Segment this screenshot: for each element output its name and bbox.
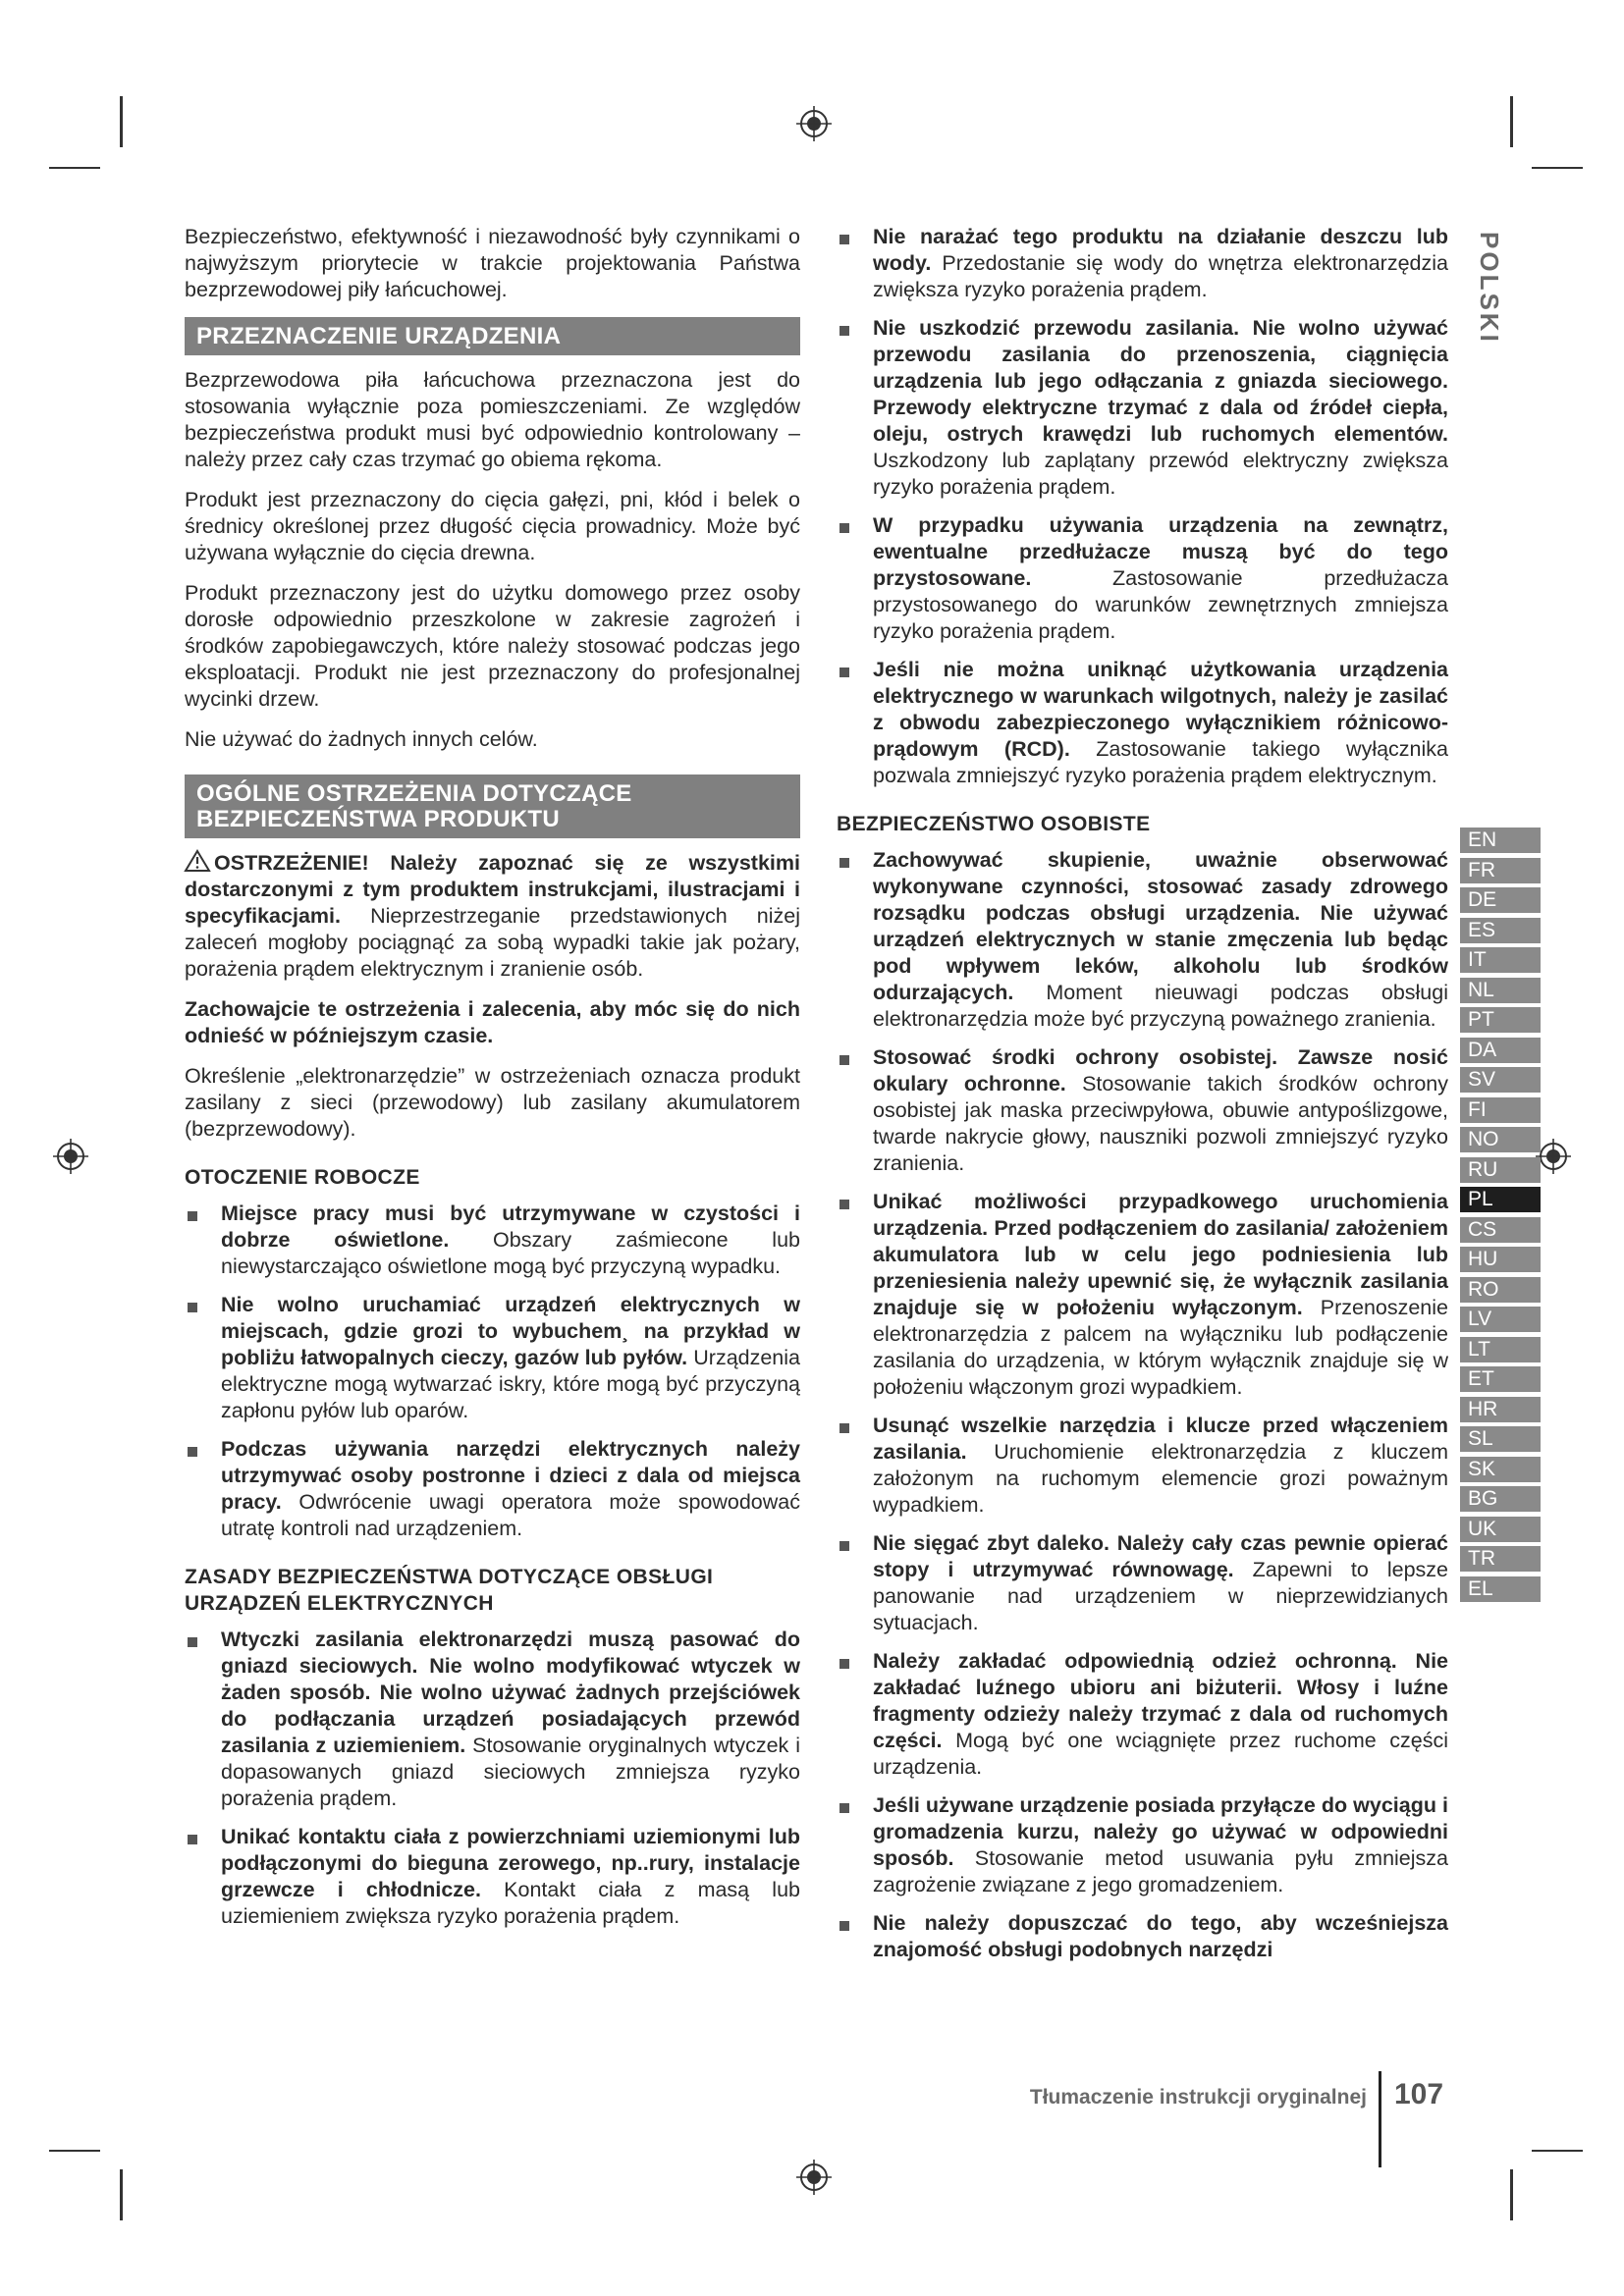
item-bold: Nie sięgać zbyt daleko. Należy cały czas pewnie opierać stopy i utrzymywać równowagę. xyxy=(873,1531,1448,1581)
item-bold: Nie narażać tego produktu na działanie deszczu lub wody. xyxy=(873,225,1448,275)
left-column xyxy=(185,224,800,1942)
language-tab-fi: FI xyxy=(1460,1097,1541,1123)
electrical-safety-list xyxy=(185,1627,800,1930)
item-text: Zastosowanie takiego wyłącznika pozwala zmniejszyć ryzyko porażenia prądem elektrycznym. xyxy=(873,737,1448,787)
item-text: Odwrócenie uwagi operatora może spowodować utratę kontroli nad urządzeniem. xyxy=(221,1490,800,1540)
warning-paragraph xyxy=(185,850,800,983)
language-tab-et: ET xyxy=(1460,1366,1541,1392)
item-bold: Podczas używania narzędzi elektrycznych należy utrzymywać osoby postronne i dzieci z dala od miejsca pracy. xyxy=(221,1437,800,1514)
item-text: Zastosowanie przedłużacza przystosowanego do warunków zewnętrznych zmniejsza ryzyko porażenia prądem. xyxy=(873,566,1448,643)
warning-triangle-icon xyxy=(185,850,210,872)
language-tab-bg: BG xyxy=(1460,1486,1541,1512)
item-bold: Unikać możliwości przypadkowego uruchomienia urządzenia. Przed podłączeniem do zasilania/ założeniem akumulatora lub w celu jego podniesienia lub przeniesienia należy upewnić się, że wyłącznik zasilania znajduje się w położeniu wyłączonym. xyxy=(873,1190,1448,1319)
item-text: Mogą być one wciągnięte przez ruchome części urządzenia. xyxy=(873,1729,1448,1779)
registration-mark-icon xyxy=(794,104,834,143)
language-tab-fr: FR xyxy=(1460,858,1541,883)
item-text: Stosowanie takich środków ochrony osobistej jak maska przeciwpyłowa, obuwie antypoślizgowe, twarde nakrycie głowy, nauszniki pozwoli zmniejszyć ryzyko zranienia. xyxy=(873,1072,1448,1175)
intro-paragraph: Bezpieczeństwo, efektywność i niezawodność były czynnikami o najwyższym priorytecie w trakcie projektowania Państwa bezprzewodowej piły łańcuchowej. xyxy=(185,225,800,301)
item-text: Obszary zaśmiecone lub niewystarczająco oświetlone mogą być przyczyną wypadku. xyxy=(221,1228,800,1278)
item-text: Przedostanie się wody do wnętrza elektronarzędzia zwiększa ryzyko porażenia prądem. xyxy=(873,251,1448,301)
page-number: 107 xyxy=(1394,2078,1444,2110)
language-tab-de: DE xyxy=(1460,887,1541,913)
list-item xyxy=(837,1792,1448,1898)
paragraph: Nie używać do żadnych innych celów. xyxy=(185,727,538,751)
item-text: Stosowanie oryginalnych wtyczek i dopasowanych gniazd sieciowych zmniejsza ryzyko porażenia prądem. xyxy=(221,1734,800,1810)
work-area-list xyxy=(185,1201,800,1542)
language-tab-el: EL xyxy=(1460,1576,1541,1602)
language-tab-hu: HU xyxy=(1460,1247,1541,1272)
crop-mark xyxy=(49,167,100,169)
item-bold: W przypadku używania urządzenia na zewnątrz, ewentualne przedłużacze muszą być do tego przystosowane. xyxy=(873,513,1448,590)
list-item xyxy=(185,1292,800,1424)
language-tab-es: ES xyxy=(1460,918,1541,943)
list-item xyxy=(185,1824,800,1930)
registration-mark-icon xyxy=(51,1137,90,1176)
item-text: Urządzenia elektryczne mogą wytwarzać iskry, które mogą być przyczyną zapłonu pyłów lub oparów. xyxy=(221,1346,801,1422)
list-item xyxy=(837,512,1448,645)
language-tab-lt: LT xyxy=(1460,1337,1541,1362)
list-item xyxy=(837,847,1448,1033)
item-bold: Stosować środki ochrony osobistej. Zawsze nosić okulary ochronne. xyxy=(873,1045,1448,1095)
bold-text: Zachowajcie te ostrzeżenia i zalecenia, aby móc się do nich odnieść w późniejszym czasie. xyxy=(185,997,800,1047)
subheading-work-area: OTOCZENIE ROBOCZE xyxy=(185,1166,420,1189)
language-tab-nl: NL xyxy=(1460,978,1541,1003)
item-text: Zapewni to lepsze panowanie nad urządzeniem w nieprzewidzianych sytuacjach. xyxy=(873,1558,1448,1634)
language-tab-it: IT xyxy=(1460,947,1541,973)
language-tab-sv: SV xyxy=(1460,1067,1541,1093)
language-tab-sk: SK xyxy=(1460,1457,1541,1482)
registration-mark-icon xyxy=(794,2158,834,2197)
crop-mark xyxy=(49,2150,100,2152)
warning-bold-text: OSTRZEŻENIE! Należy zapoznać się ze wszystkimi dostarczonymi z tym produktem instrukcjami, ilustracjami i specyfikacjami. xyxy=(185,851,800,928)
crop-mark xyxy=(1532,167,1583,169)
crop-mark xyxy=(1532,2150,1583,2152)
crop-mark xyxy=(120,96,123,147)
item-text: Kontakt ciała z masą lub uziemieniem zwiększa ryzyko porażenia prądem. xyxy=(221,1878,801,1928)
section-heading-general-warnings xyxy=(185,774,800,838)
item-text: Moment nieuwagi podczas obsługi elektronarzędzia może być przyczyną poważnego zranienia. xyxy=(873,981,1448,1031)
paragraph: Produkt jest przeznaczony do cięcia gałęzi, pni, kłód i belek o średnicy określonej przez długość cięcia prowadnicy. Może być używana wyłącznie do cięcia drewna. xyxy=(185,488,800,564)
electrical-safety-list-continued xyxy=(837,224,1448,789)
item-bold: Zachowywać skupienie, uważnie obserwować wykonywane czynności, stosować zasady zdrowego rozsądku podczas obsługi urządzenia. Nie używać urządzeń elektrycznych w stanie zmęczenia lub będąc pod wpływem leków, alkoholu lub środków odurzających. xyxy=(873,848,1448,1004)
list-item xyxy=(185,1627,800,1812)
language-tab-ro: RO xyxy=(1460,1277,1541,1303)
subheading-electrical-safety: ZASADY BEZPIECZEŃSTWA DOTYCZĄCE OBSŁUGI URZĄDZEŃ ELEKTRYCZNYCH xyxy=(185,1566,714,1615)
item-text: Uszkodzony lub zaplątany przewód elektryczny zwiększa ryzyko porażenia prądem. xyxy=(873,449,1448,499)
list-item xyxy=(837,1530,1448,1636)
language-tab-pt: PT xyxy=(1460,1007,1541,1033)
language-tab-hr: HR xyxy=(1460,1397,1541,1422)
list-item xyxy=(837,1189,1448,1401)
item-bold: Usunąć wszelkie narzędzia i klucze przed włączeniem zasilania. xyxy=(873,1414,1448,1464)
crop-mark xyxy=(1510,2169,1513,2220)
language-tab-en: EN xyxy=(1460,828,1541,853)
crop-mark xyxy=(120,2169,123,2220)
item-bold: Jeśli używane urządzenie posiada przyłącze do wyciągu i gromadzenia kurzu, należy go używać w odpowiedni sposób. xyxy=(873,1793,1448,1870)
list-item xyxy=(837,1648,1448,1781)
item-bold: Wtyczki zasilania elektronarzędzi muszą pasować do gniazd sieciowych. Nie wolno modyfikować wtyczek w żaden sposób. Nie wolno używać żadnych przejściówek do podłączania urządzeń posiadających przewód zasilania z uziemieniem. xyxy=(221,1628,800,1757)
item-bold: Unikać kontaktu ciała z powierzchniami uziemionymi lub podłączonymi do bieguna zerowego, np..rury, instalacje grzewcze i chłodnicze. xyxy=(221,1825,800,1901)
personal-safety-list xyxy=(837,847,1448,1963)
footer-divider xyxy=(1379,2071,1381,2167)
paragraph: Produkt przeznaczony jest do użytku domowego przez osoby dorosłe odpowiednio przeszkolone w zakresie zagrożeń i środków zapobiegawczych, które należy stosować podczas jego eksploatacji. Produkt nie jest przeznaczony do profesjonalnej wycinki drzew. xyxy=(185,581,800,711)
list-item xyxy=(185,1436,800,1542)
item-bold: Jeśli nie można uniknąć użytkowania urządzenia elektrycznego w warunkach wilgotnych, należy je zasilać z obwodu zabezpieczonego wyłącznikiem różnicowo-prądowym (RCD). xyxy=(873,658,1448,761)
language-tab-tr: TR xyxy=(1460,1546,1541,1572)
keep-instructions-note xyxy=(185,996,800,1049)
heading-line: BEZPIECZEŃSTWA PRODUKTU xyxy=(196,806,561,832)
item-bold: Nie wolno uruchamiać urządzeń elektrycznych w miejscach, gdzie grozi to wybuchem¸ na przykład w pobliżu łatwopalnych cieczy, gazów lub pyłów. xyxy=(221,1293,800,1369)
right-column xyxy=(837,224,1448,1975)
warning-text: Nieprzestrzeganie przedstawionych niżej zaleceń mogłoby pociągnąć za sobą wypadki takie jak pożary, porażenia prądem elektrycznym i zranienie osób. xyxy=(185,904,800,981)
language-tab-uk: UK xyxy=(1460,1517,1541,1542)
language-side-label xyxy=(1463,228,1504,346)
item-bold: Nie należy dopuszczać do tego, aby wcześniejsza znajomość obsługi podobnych narzędzi xyxy=(873,1911,1448,1961)
item-bold: Miejsce pracy musi być utrzymywane w czystości i dobrze oświetlone. xyxy=(221,1201,800,1252)
side-label-text: POLSKI xyxy=(1475,232,1504,345)
list-item xyxy=(185,1201,800,1280)
definition-paragraph: Określenie „elektronarzędzie” w ostrzeżeniach oznacza produkt zasilany z sieci (przewodowy) lub zasilany akumulatorem (bezprzewodowy). xyxy=(185,1064,800,1141)
footer-text: Tłumaczenie instrukcji oryginalnej xyxy=(1029,2086,1367,2109)
paragraph: Bezprzewodowa piła łańcuchowa przeznaczona jest do stosowania wyłącznie poza pomieszczeniami. Ze względów bezpieczeństwa produkt musi być odpowiednio kontrolowany – należy przez cały czas trzymać go obiema rękoma. xyxy=(185,368,800,471)
language-tab-pl: PL xyxy=(1460,1187,1541,1212)
language-tab-no: NO xyxy=(1460,1127,1541,1152)
list-item xyxy=(837,224,1448,303)
language-tab-cs: CS xyxy=(1460,1217,1541,1243)
language-tab-da: DA xyxy=(1460,1038,1541,1063)
list-item xyxy=(837,1044,1448,1177)
language-tab-sl: SL xyxy=(1460,1426,1541,1452)
list-item xyxy=(837,1413,1448,1519)
list-item xyxy=(837,1910,1448,1963)
subheading-personal-safety: BEZPIECZEŃSTWO OSOBISTE xyxy=(837,813,1151,835)
item-text: Przenoszenie elektronarzędzia z palcem na wyłączniku lub podłączenie zasilania do urządzenia, w którym wyłącznik znajduje się w położeniu włączonym grozi wypadkiem. xyxy=(873,1296,1449,1399)
list-item xyxy=(837,315,1448,501)
crop-mark xyxy=(1510,96,1513,147)
language-tab-lv: LV xyxy=(1460,1307,1541,1332)
item-bold: Należy zakładać odpowiednią odzież ochronną. Nie zakładać luźnego ubioru ani biżuterii. Włosy i luźne fragmenty odzieży należy trzymać z dala od ruchomych części. xyxy=(873,1649,1448,1752)
item-text: Stosowanie metod usuwania pyłu zmniejsza zagrożenie związane z jego gromadzeniem. xyxy=(873,1846,1448,1896)
item-bold: Nie uszkodzić przewodu zasilania. Nie wolno używać przewodu zasilania do przenoszenia, ciągnięcia urządzenia lub jego odłączania z gniazda sieciowego. Przewody elektryczne trzymać z dala od źródeł ciepła, oleju, ostrych krawędzi lub ruchomych elementów. xyxy=(873,316,1448,446)
language-tab-ru: RU xyxy=(1460,1157,1541,1183)
language-tabs xyxy=(1460,828,1541,1606)
item-text: Uruchomienie elektronarzędzia z kluczem założonym na ruchomym elemencie grozi poważnym wypadkiem. xyxy=(873,1440,1448,1517)
section-heading-intended-use: PRZEZNACZENIE URZĄDZENIA xyxy=(185,317,800,355)
list-item xyxy=(837,657,1448,789)
heading-line: OGÓLNE OSTRZEŻENIA DOTYCZĄCE xyxy=(196,780,632,807)
